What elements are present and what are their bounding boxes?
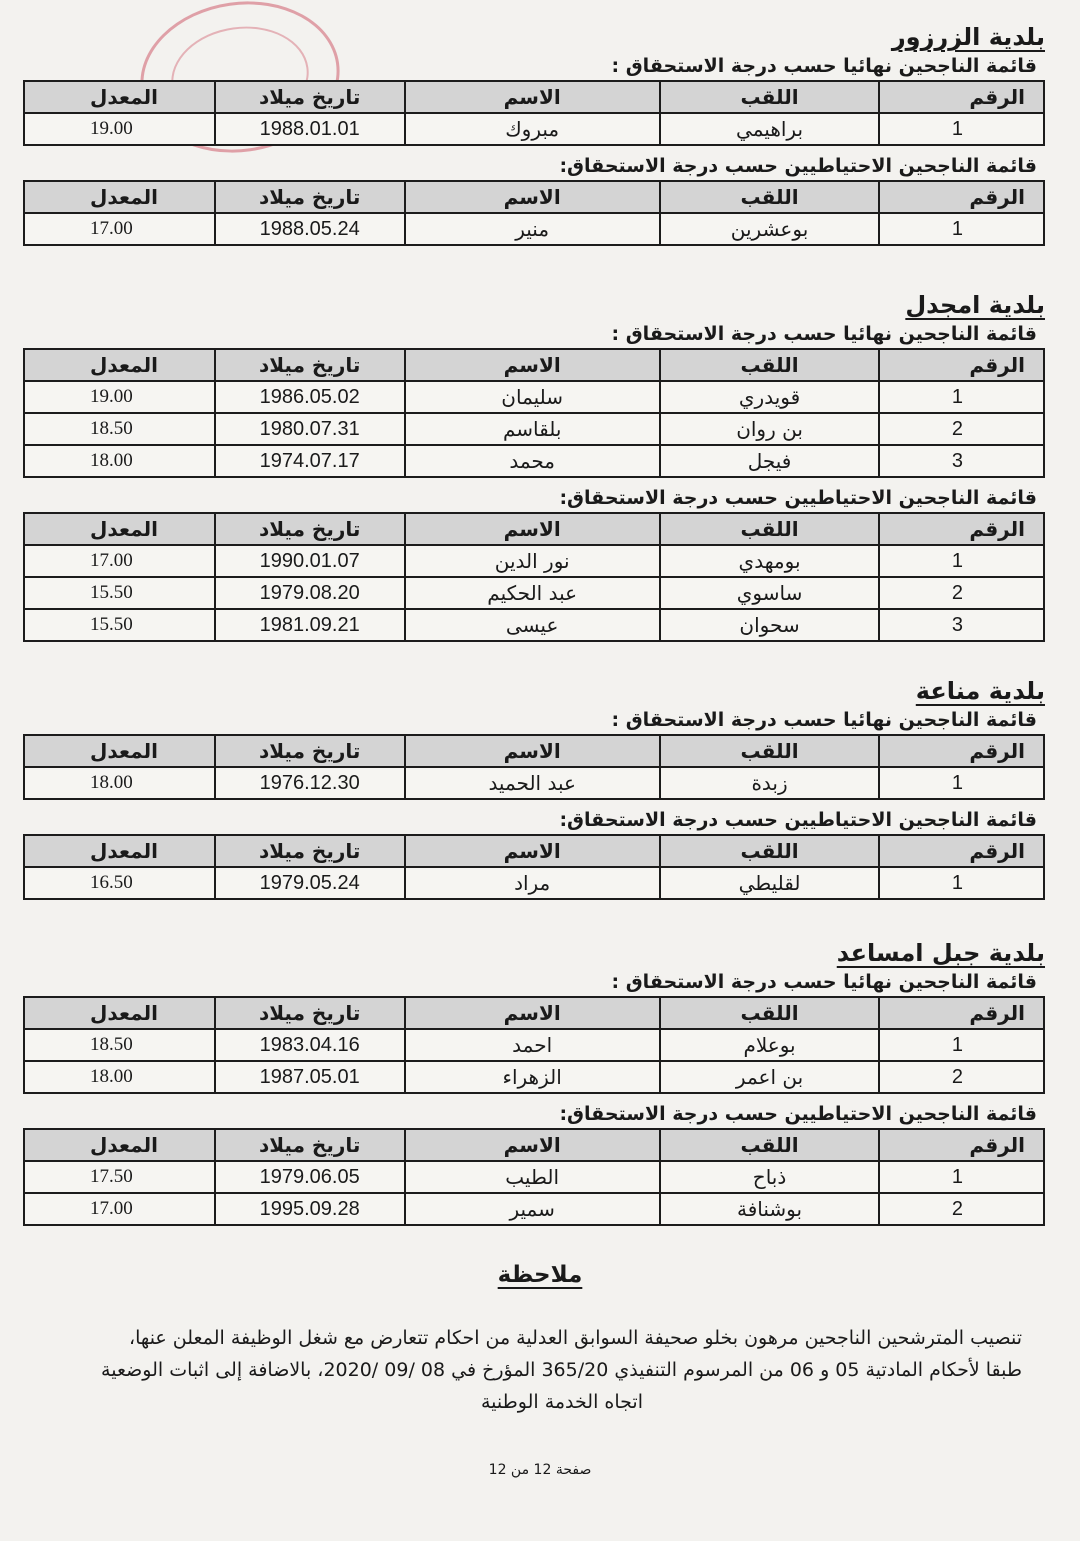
header-lastname: اللقب (660, 349, 879, 381)
cell-num: 1 (879, 867, 1044, 899)
cell-dob: 1983.04.16 (215, 1029, 405, 1061)
cell-firstname: الزهراء (405, 1061, 660, 1093)
reserve-list-title: قائمة الناجحين الاحتياطيين حسب درجة الاستحقاق: (559, 155, 1037, 177)
table-row (24, 1161, 1044, 1193)
final-list-table (23, 996, 1045, 1094)
table-row (24, 1029, 1044, 1061)
final-list-table (23, 734, 1045, 800)
cell-lastname: سحوان (660, 609, 879, 641)
section-amjedel (23, 290, 1045, 642)
section-djebel-msaad (23, 938, 1045, 1226)
header-firstname: الاسم (405, 835, 660, 867)
cell-dob: 1981.09.21 (215, 609, 405, 641)
reserve-list-title: قائمة الناجحين الاحتياطيين حسب درجة الاستحقاق: (559, 1103, 1037, 1125)
table-header-row (24, 81, 1044, 113)
table-row (24, 381, 1044, 413)
cell-firstname: سمير (405, 1193, 660, 1225)
cell-firstname: سليمان (405, 381, 660, 413)
cell-lastname: بن روان (660, 413, 879, 445)
header-avg: المعدل (24, 349, 215, 381)
table-row (24, 767, 1044, 799)
cell-avg: 17.50 (24, 1161, 215, 1193)
header-num: الرقم (879, 349, 1044, 381)
table-header-row (24, 735, 1044, 767)
cell-dob: 1979.06.05 (215, 1161, 405, 1193)
header-avg: المعدل (24, 81, 215, 113)
cell-dob: 1974.07.17 (215, 445, 405, 477)
header-dob: تاريخ ميلاد (215, 81, 405, 113)
cell-firstname: نور الدين (405, 545, 660, 577)
table-row (24, 213, 1044, 245)
final-list-table (23, 348, 1045, 478)
cell-dob: 1976.12.30 (215, 767, 405, 799)
cell-lastname: قويدري (660, 381, 879, 413)
municipality-title: بلدية امجدل (905, 291, 1045, 319)
cell-num: 1 (879, 1029, 1044, 1061)
cell-num: 1 (879, 545, 1044, 577)
table-row (24, 545, 1044, 577)
table-row (24, 577, 1044, 609)
cell-num: 2 (879, 1061, 1044, 1093)
cell-lastname: ساسوي (660, 577, 879, 609)
header-dob: تاريخ ميلاد (215, 181, 405, 213)
table-header-row (24, 835, 1044, 867)
cell-avg: 18.50 (24, 1029, 215, 1061)
header-lastname: اللقب (660, 835, 879, 867)
note-title: ملاحظة (497, 1262, 583, 1288)
header-firstname: الاسم (405, 997, 660, 1029)
cell-avg: 16.50 (24, 867, 215, 899)
cell-avg: 15.50 (24, 609, 215, 641)
cell-avg: 17.00 (24, 545, 215, 577)
header-avg: المعدل (24, 735, 215, 767)
table-header-row (24, 1129, 1044, 1161)
municipality-title: بلدية جبل امساعد (836, 939, 1045, 967)
header-num: الرقم (879, 1129, 1044, 1161)
cell-lastname: فيجل (660, 445, 879, 477)
cell-avg: 19.00 (24, 113, 215, 145)
final-list-title: قائمة الناجحين نهائيا حسب درجة الاستحقاق : (611, 55, 1037, 77)
cell-num: 2 (879, 413, 1044, 445)
header-num: الرقم (879, 735, 1044, 767)
cell-dob: 1988.05.24 (215, 213, 405, 245)
cell-avg: 18.50 (24, 413, 215, 445)
final-list-title: قائمة الناجحين نهائيا حسب درجة الاستحقاق : (611, 323, 1037, 345)
note-line-2: طبقا لأحكام المادتية 05 و 06 من المرسوم التنفيذي 365/20 المؤرخ في 08 /09 /2020، بالاضافة إلى اثبات الوضعية (101, 1359, 1022, 1381)
table-header-row (24, 181, 1044, 213)
cell-avg: 15.50 (24, 577, 215, 609)
cell-dob: 1995.09.28 (215, 1193, 405, 1225)
cell-lastname: بوعشرين (660, 213, 879, 245)
cell-dob: 1987.05.01 (215, 1061, 405, 1093)
final-list-title: قائمة الناجحين نهائيا حسب درجة الاستحقاق : (611, 709, 1037, 731)
header-lastname: اللقب (660, 735, 879, 767)
header-dob: تاريخ ميلاد (215, 349, 405, 381)
reserve-list-table (23, 834, 1045, 900)
cell-firstname: مبروك (405, 113, 660, 145)
cell-num: 1 (879, 1161, 1044, 1193)
cell-num: 1 (879, 213, 1044, 245)
table-header-row (24, 997, 1044, 1029)
cell-lastname: ذباح (660, 1161, 879, 1193)
section-manaa (23, 676, 1045, 900)
header-avg: المعدل (24, 997, 215, 1029)
cell-firstname: عيسى (405, 609, 660, 641)
header-num: الرقم (879, 181, 1044, 213)
cell-lastname: بومهدي (660, 545, 879, 577)
header-dob: تاريخ ميلاد (215, 735, 405, 767)
table-row (24, 867, 1044, 899)
reserve-list-table (23, 512, 1045, 642)
cell-lastname: بن اعمر (660, 1061, 879, 1093)
header-avg: المعدل (24, 181, 215, 213)
header-dob: تاريخ ميلاد (215, 1129, 405, 1161)
header-num: الرقم (879, 997, 1044, 1029)
header-firstname: الاسم (405, 349, 660, 381)
cell-dob: 1979.08.20 (215, 577, 405, 609)
cell-firstname: محمد (405, 445, 660, 477)
cell-firstname: بلقاسم (405, 413, 660, 445)
final-list-title: قائمة الناجحين نهائيا حسب درجة الاستحقاق : (611, 971, 1037, 993)
reserve-list-title: قائمة الناجحين الاحتياطيين حسب درجة الاستحقاق: (559, 487, 1037, 509)
cell-lastname: لقليطي (660, 867, 879, 899)
section-zarzour (23, 22, 1045, 246)
municipality-title: بلدية مناعة (915, 677, 1045, 705)
cell-firstname: مراد (405, 867, 660, 899)
cell-num: 2 (879, 1193, 1044, 1225)
cell-dob: 1979.05.24 (215, 867, 405, 899)
header-lastname: اللقب (660, 1129, 879, 1161)
header-lastname: اللقب (660, 997, 879, 1029)
table-header-row (24, 349, 1044, 381)
cell-num: 2 (879, 577, 1044, 609)
cell-num: 3 (879, 445, 1044, 477)
cell-firstname: منير (405, 213, 660, 245)
header-lastname: اللقب (660, 513, 879, 545)
header-dob: تاريخ ميلاد (215, 835, 405, 867)
reserve-list-title: قائمة الناجحين الاحتياطيين حسب درجة الاستحقاق: (559, 809, 1037, 831)
table-row (24, 113, 1044, 145)
header-num: الرقم (879, 513, 1044, 545)
cell-dob: 1988.01.01 (215, 113, 405, 145)
cell-firstname: الطيب (405, 1161, 660, 1193)
header-lastname: اللقب (660, 181, 879, 213)
page-number: صفحة 12 من 12 (488, 1462, 592, 1478)
table-header-row (24, 513, 1044, 545)
table-row (24, 1193, 1044, 1225)
note-line-3: اتجاه الخدمة الوطنية (481, 1391, 643, 1413)
cell-num: 1 (879, 767, 1044, 799)
header-avg: المعدل (24, 1129, 215, 1161)
cell-firstname: احمد (405, 1029, 660, 1061)
header-firstname: الاسم (405, 181, 660, 213)
header-num: الرقم (879, 835, 1044, 867)
cell-dob: 1990.01.07 (215, 545, 405, 577)
cell-avg: 18.00 (24, 445, 215, 477)
table-row (24, 1061, 1044, 1093)
cell-lastname: براهيمي (660, 113, 879, 145)
note-body (32, 1322, 1022, 1418)
cell-avg: 19.00 (24, 381, 215, 413)
cell-firstname: عبد الحكيم (405, 577, 660, 609)
header-firstname: الاسم (405, 513, 660, 545)
header-dob: تاريخ ميلاد (215, 997, 405, 1029)
note-line-1: تنصيب المترشحين الناجحين مرهون بخلو صحيفة السوابق العدلية من احكام تتعارض مع شغل الوظيفة المعلن عنها، (129, 1327, 1022, 1349)
cell-num: 1 (879, 381, 1044, 413)
cell-avg: 18.00 (24, 1061, 215, 1093)
cell-dob: 1980.07.31 (215, 413, 405, 445)
cell-num: 3 (879, 609, 1044, 641)
reserve-list-table (23, 180, 1045, 246)
cell-avg: 17.00 (24, 1193, 215, 1225)
municipality-title: بلدية الزرزور (891, 23, 1045, 51)
cell-lastname: زبدة (660, 767, 879, 799)
cell-avg: 18.00 (24, 767, 215, 799)
table-row (24, 609, 1044, 641)
cell-avg: 17.00 (24, 213, 215, 245)
header-firstname: الاسم (405, 1129, 660, 1161)
cell-lastname: بوشنافة (660, 1193, 879, 1225)
table-row (24, 445, 1044, 477)
header-firstname: الاسم (405, 735, 660, 767)
table-row (24, 413, 1044, 445)
header-dob: تاريخ ميلاد (215, 513, 405, 545)
header-lastname: اللقب (660, 81, 879, 113)
cell-dob: 1986.05.02 (215, 381, 405, 413)
cell-lastname: بوعلام (660, 1029, 879, 1061)
header-avg: المعدل (24, 835, 215, 867)
header-num: الرقم (879, 81, 1044, 113)
header-avg: المعدل (24, 513, 215, 545)
reserve-list-table (23, 1128, 1045, 1226)
header-firstname: الاسم (405, 81, 660, 113)
cell-firstname: عبد الحميد (405, 767, 660, 799)
final-list-table (23, 80, 1045, 146)
cell-num: 1 (879, 113, 1044, 145)
